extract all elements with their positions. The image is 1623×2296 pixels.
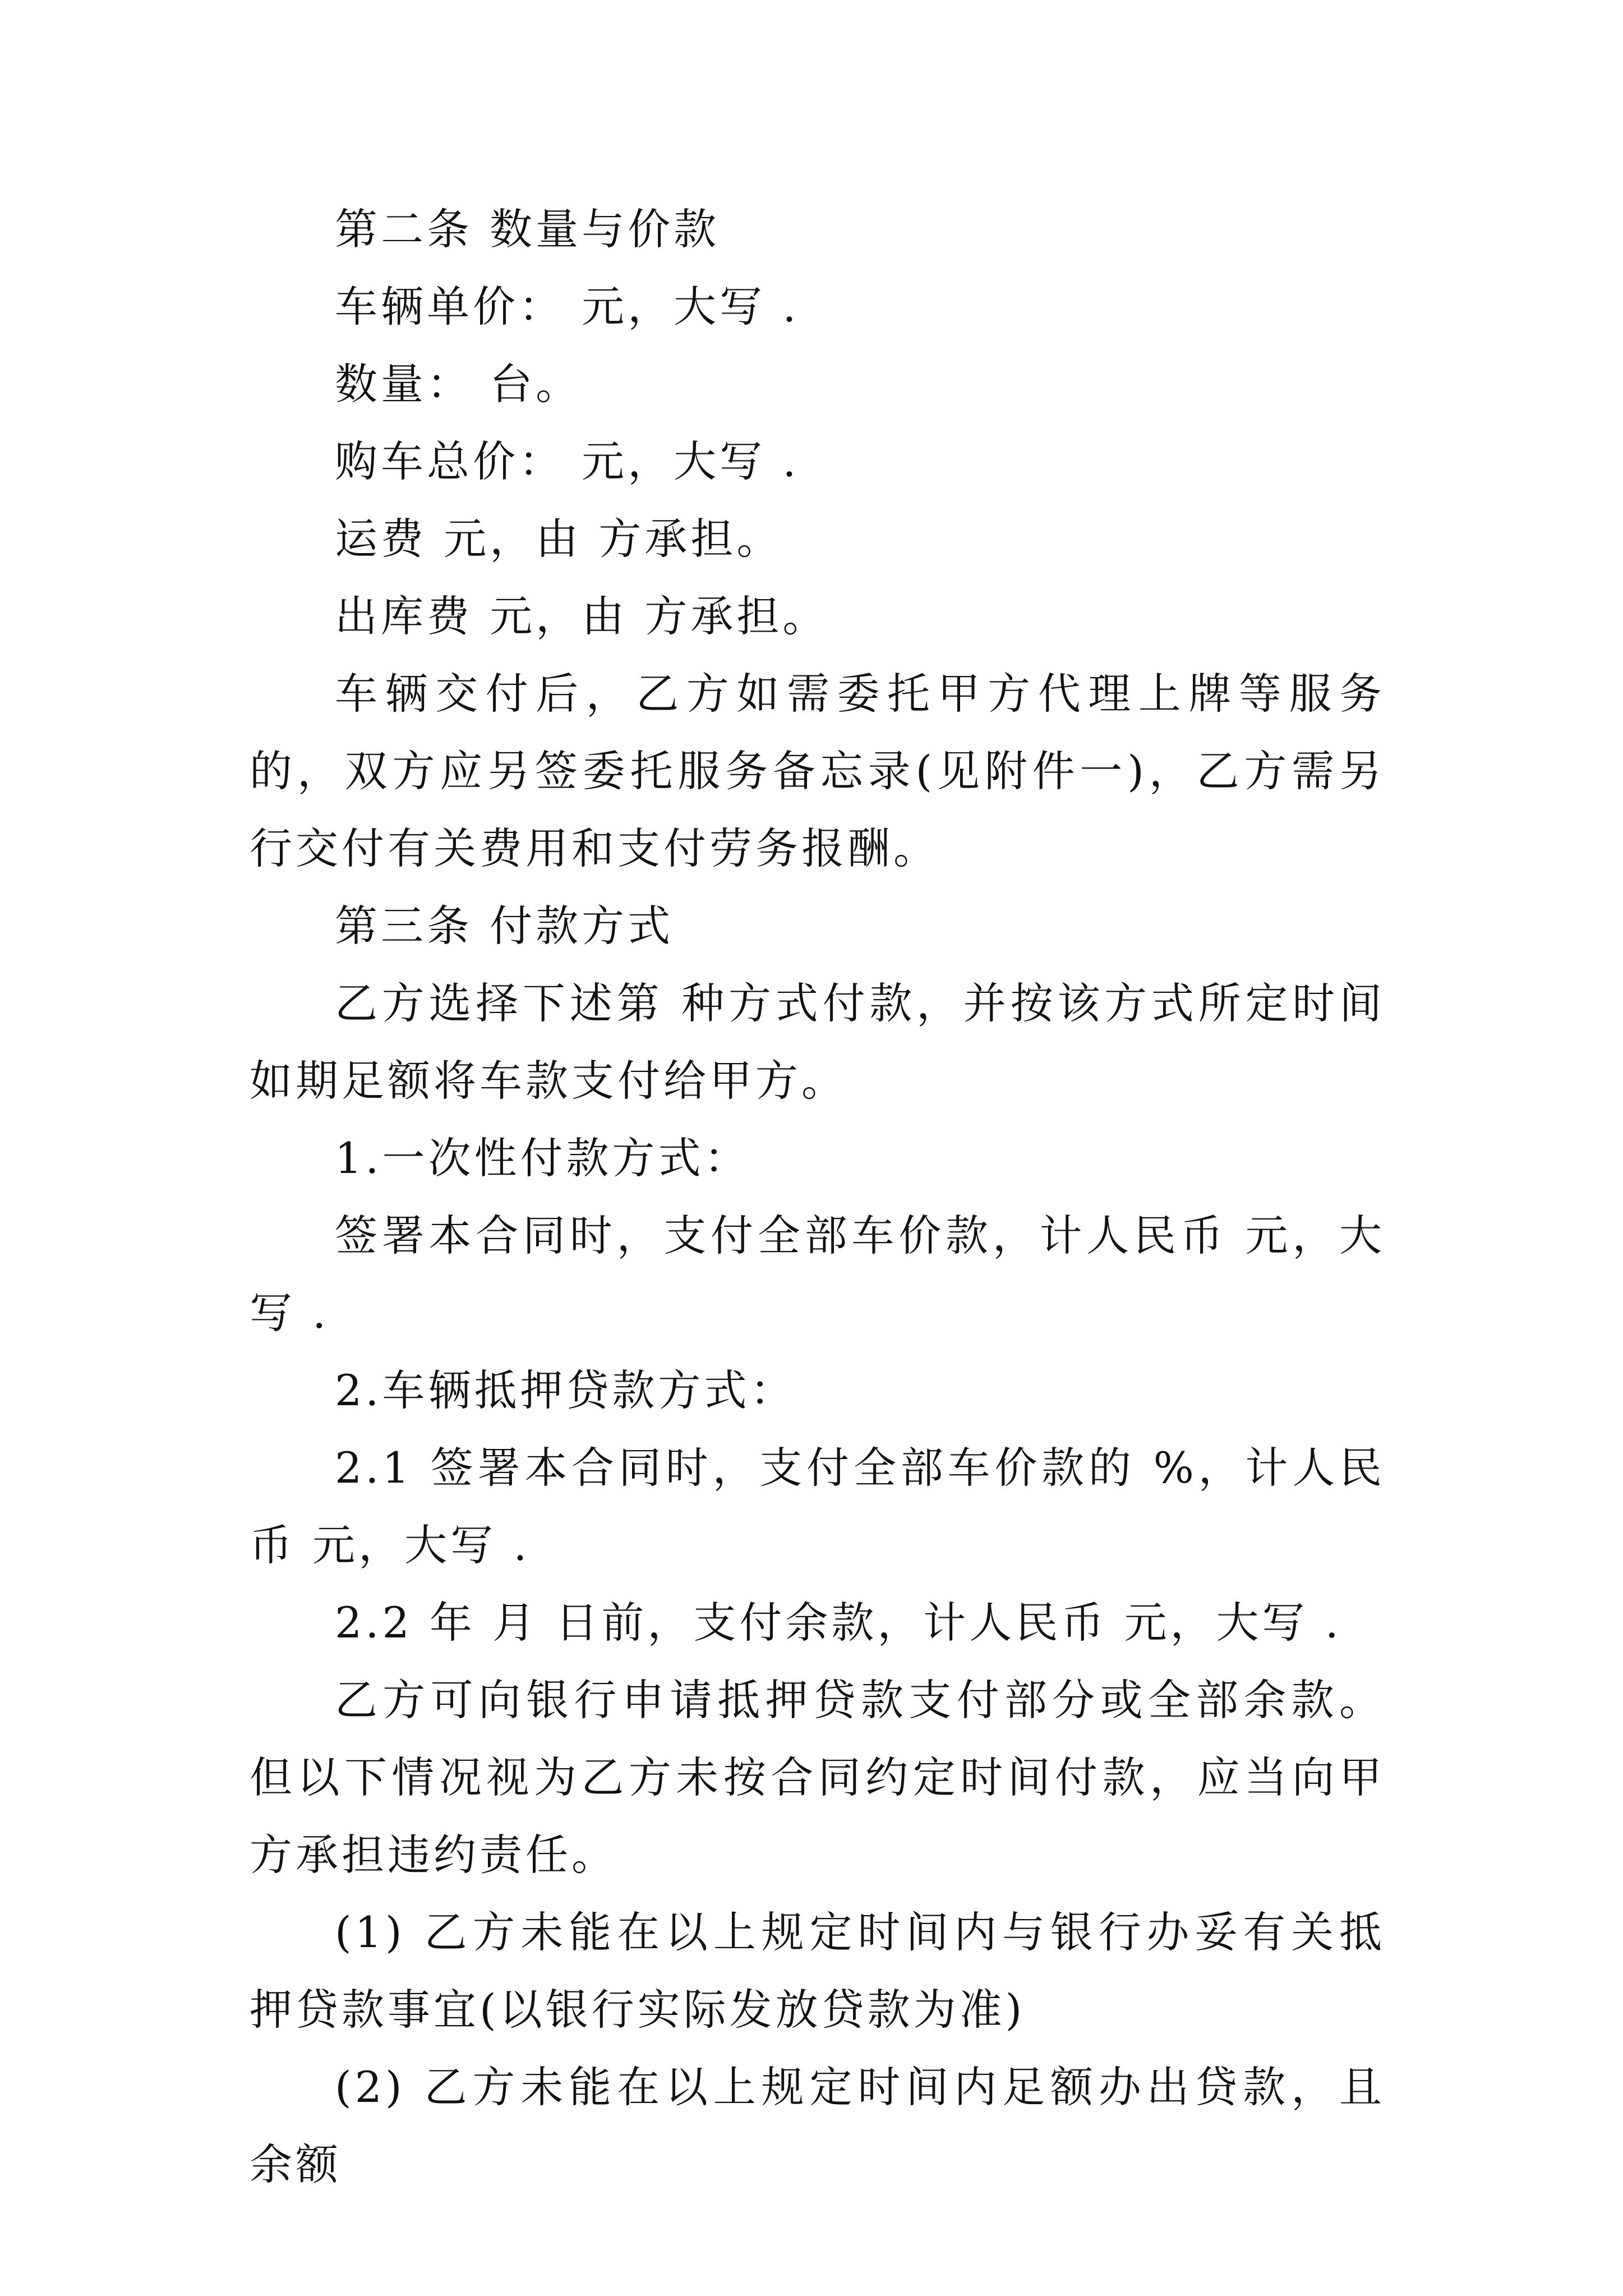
lump-sum-heading: 1.一次性付款方式： bbox=[335, 1133, 750, 1183]
total-price-line: 购车总价： 元，大写 . bbox=[335, 436, 800, 486]
contract-body bbox=[250, 191, 1385, 2203]
mortgage-heading: 2.车辆抵押贷款方式： bbox=[335, 1365, 796, 1415]
freight-line: 运费 元，由 方承担。 bbox=[335, 514, 783, 564]
payment-choice-paragraph: 乙方选择下述第 种方式付款，并按该方式所定时间如期足额将车款支付给甲方。 bbox=[250, 978, 1385, 1106]
mortgage-down-payment-line: 2.1 签署本合同时，支付全部车价款的 %，计人民币 元，大写 . bbox=[250, 1443, 1385, 1570]
warehouse-fee-line: 出库费 元，由 方承担。 bbox=[335, 591, 829, 641]
quantity-line: 数量： 台。 bbox=[335, 359, 582, 409]
delivery-service-paragraph: 车辆交付后，乙方如需委托甲方代理上牌等服务的，双方应另签委托服务备忘录(见附件一)，乙方需另行交付有关费用和支付劳务报酬。 bbox=[250, 669, 1385, 873]
condition-2-paragraph: (2) 乙方未能在以上规定时间内足额办出贷款，且余额 bbox=[250, 2062, 1385, 2189]
bank-loan-paragraph: 乙方可向银行申请抵押贷款支付部分或全部余款。但以下情况视为乙方未按合同约定时间付款，应当向甲方承担违约责任。 bbox=[250, 1675, 1385, 1880]
condition-1-paragraph: (1) 乙方未能在以上规定时间内与银行办妥有关抵押贷款事宜(以银行实际发放贷款为准) bbox=[250, 1907, 1385, 2035]
article-3-heading: 第三条 付款方式 bbox=[335, 901, 674, 951]
lump-sum-line: 签署本合同时，支付全部车价款，计人民币 元，大写 . bbox=[250, 1211, 1385, 1338]
mortgage-balance-line: 2.2 年 月 日前，支付余款，计人民币 元，大写 . bbox=[335, 1598, 1342, 1648]
unit-price-line: 车辆单价： 元，大写 . bbox=[335, 282, 800, 332]
article-2-heading: 第二条 数量与价款 bbox=[335, 204, 720, 254]
